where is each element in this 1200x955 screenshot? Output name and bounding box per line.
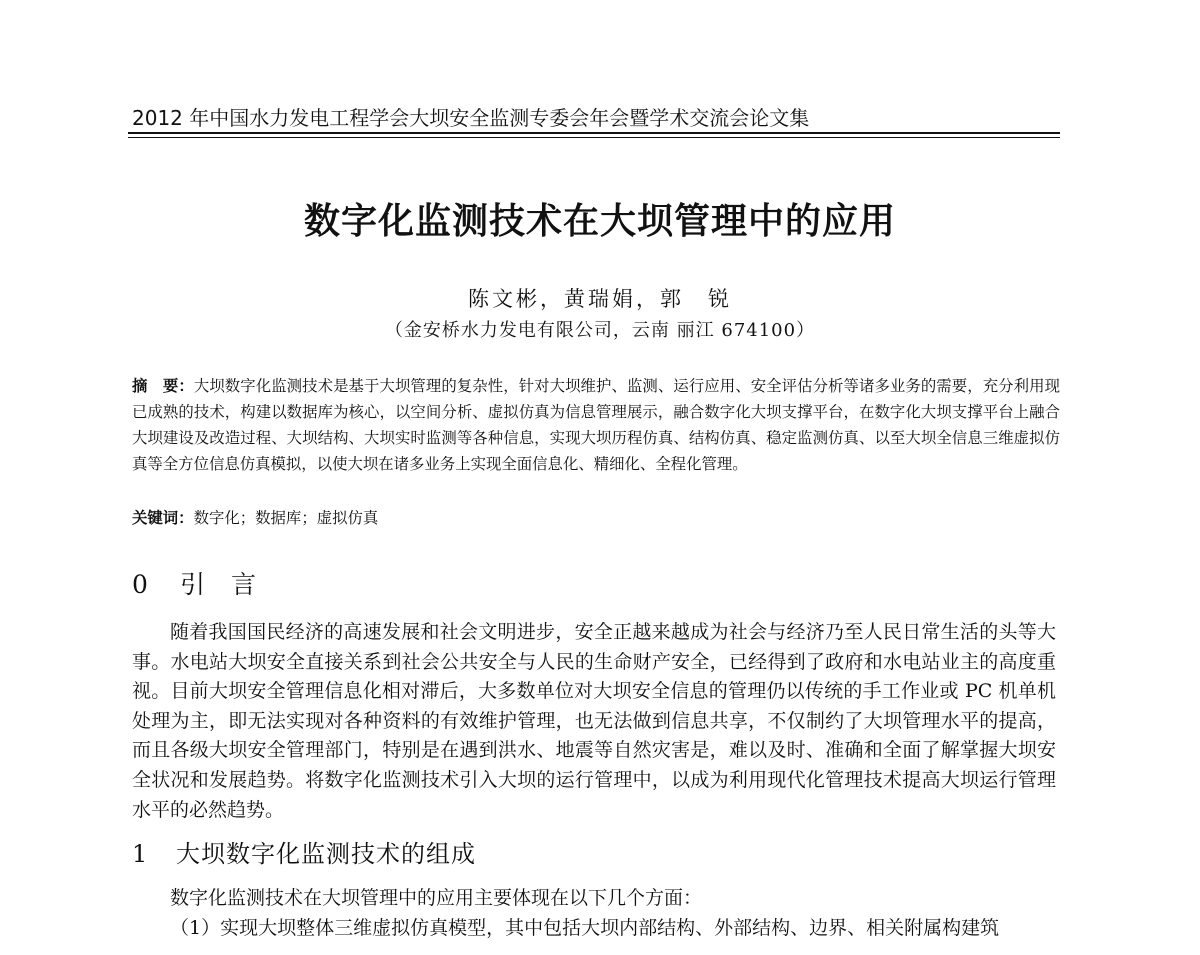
section-1-title: 大坝数字化监测技术的组成	[176, 840, 476, 868]
running-header: 2012 年中国水力发电工程学会大坝安全监测专委会年会暨学术交流会论文集	[132, 106, 810, 130]
section-1-heading	[132, 836, 476, 872]
keywords-label: 关键词：	[132, 509, 194, 527]
section-0-heading	[132, 567, 282, 603]
header-rule-thin	[128, 137, 1060, 138]
keywords	[132, 505, 1060, 531]
header-rule-thick	[128, 132, 1060, 134]
section-0-title: 引言	[180, 570, 283, 599]
section-1-number: 1	[132, 840, 149, 868]
abstract-label: 摘 要：	[132, 377, 194, 395]
section-1-intro: 数字化监测技术在大坝管理中的应用主要体现在以下几个方面：	[170, 887, 703, 909]
affiliation: （金安桥水力发电有限公司，云南 丽江 674100）	[384, 320, 816, 341]
paper-title: 数字化监测技术在大坝管理中的应用	[303, 200, 896, 242]
section-1-item-1: （1）实现大坝整体三维虚拟仿真模型，其中包括大坝内部结构、外部结构、边界、相关附属构建筑	[170, 917, 1000, 939]
section-0-paragraph: 随着我国国民经济的高速发展和社会文明进步，安全正越来越成为社会与经济乃至人民日常生活的头等大事。水电站大坝安全直接关系到社会公共安全与人民的生命财产安全，已经得到了政府和水电站业主的高度重视。目前大坝安全管理信息化相对滞后，大多数单位对大坝安全信息的管理仍以传统的手工作业或 PC 机单机处理为主，即无法实现对各种资料的有效维护管理，也无法做到信息共享，不仅制约了大坝管理水平的提高，而且各级大坝安全管理部门，特别是在遇到洪水、地震等自然灾害是，难以及时、准确和全面了解掌握大坝安全状况和发展趋势。将数字化监测技术引入大坝的运行管理中，以成为利用现代化管理技术提高大坝运行管理水平的必然趋势。	[132, 621, 1056, 821]
section-0-number: 0	[132, 570, 148, 599]
abstract	[132, 373, 1060, 477]
keywords-text: 数字化；数据库；虚拟仿真	[193, 509, 379, 527]
abstract-text: 大坝数字化监测技术是基于大坝管理的复杂性，针对大坝维护、监测、运行应用、安全评估分析等诸多业务的需要，充分利用现已成熟的技术，构建以数据库为核心，以空间分析、虚拟仿真为信息管理展示，融合数字化大坝支撑平台，在数字化大坝支撑平台上融合大坝建设及改造过程、大坝结构、大坝实时监测等各种信息，实现大坝历程仿真、结构仿真、稳定监测仿真、以至大坝全信息三维虚拟仿真等全方位信息仿真模拟，以使大坝在诸多业务上实现全面信息化、精细化、全程化管理。	[132, 377, 1060, 473]
authors: 陈文彬，黄瑞娟，郭 锐	[468, 287, 732, 311]
